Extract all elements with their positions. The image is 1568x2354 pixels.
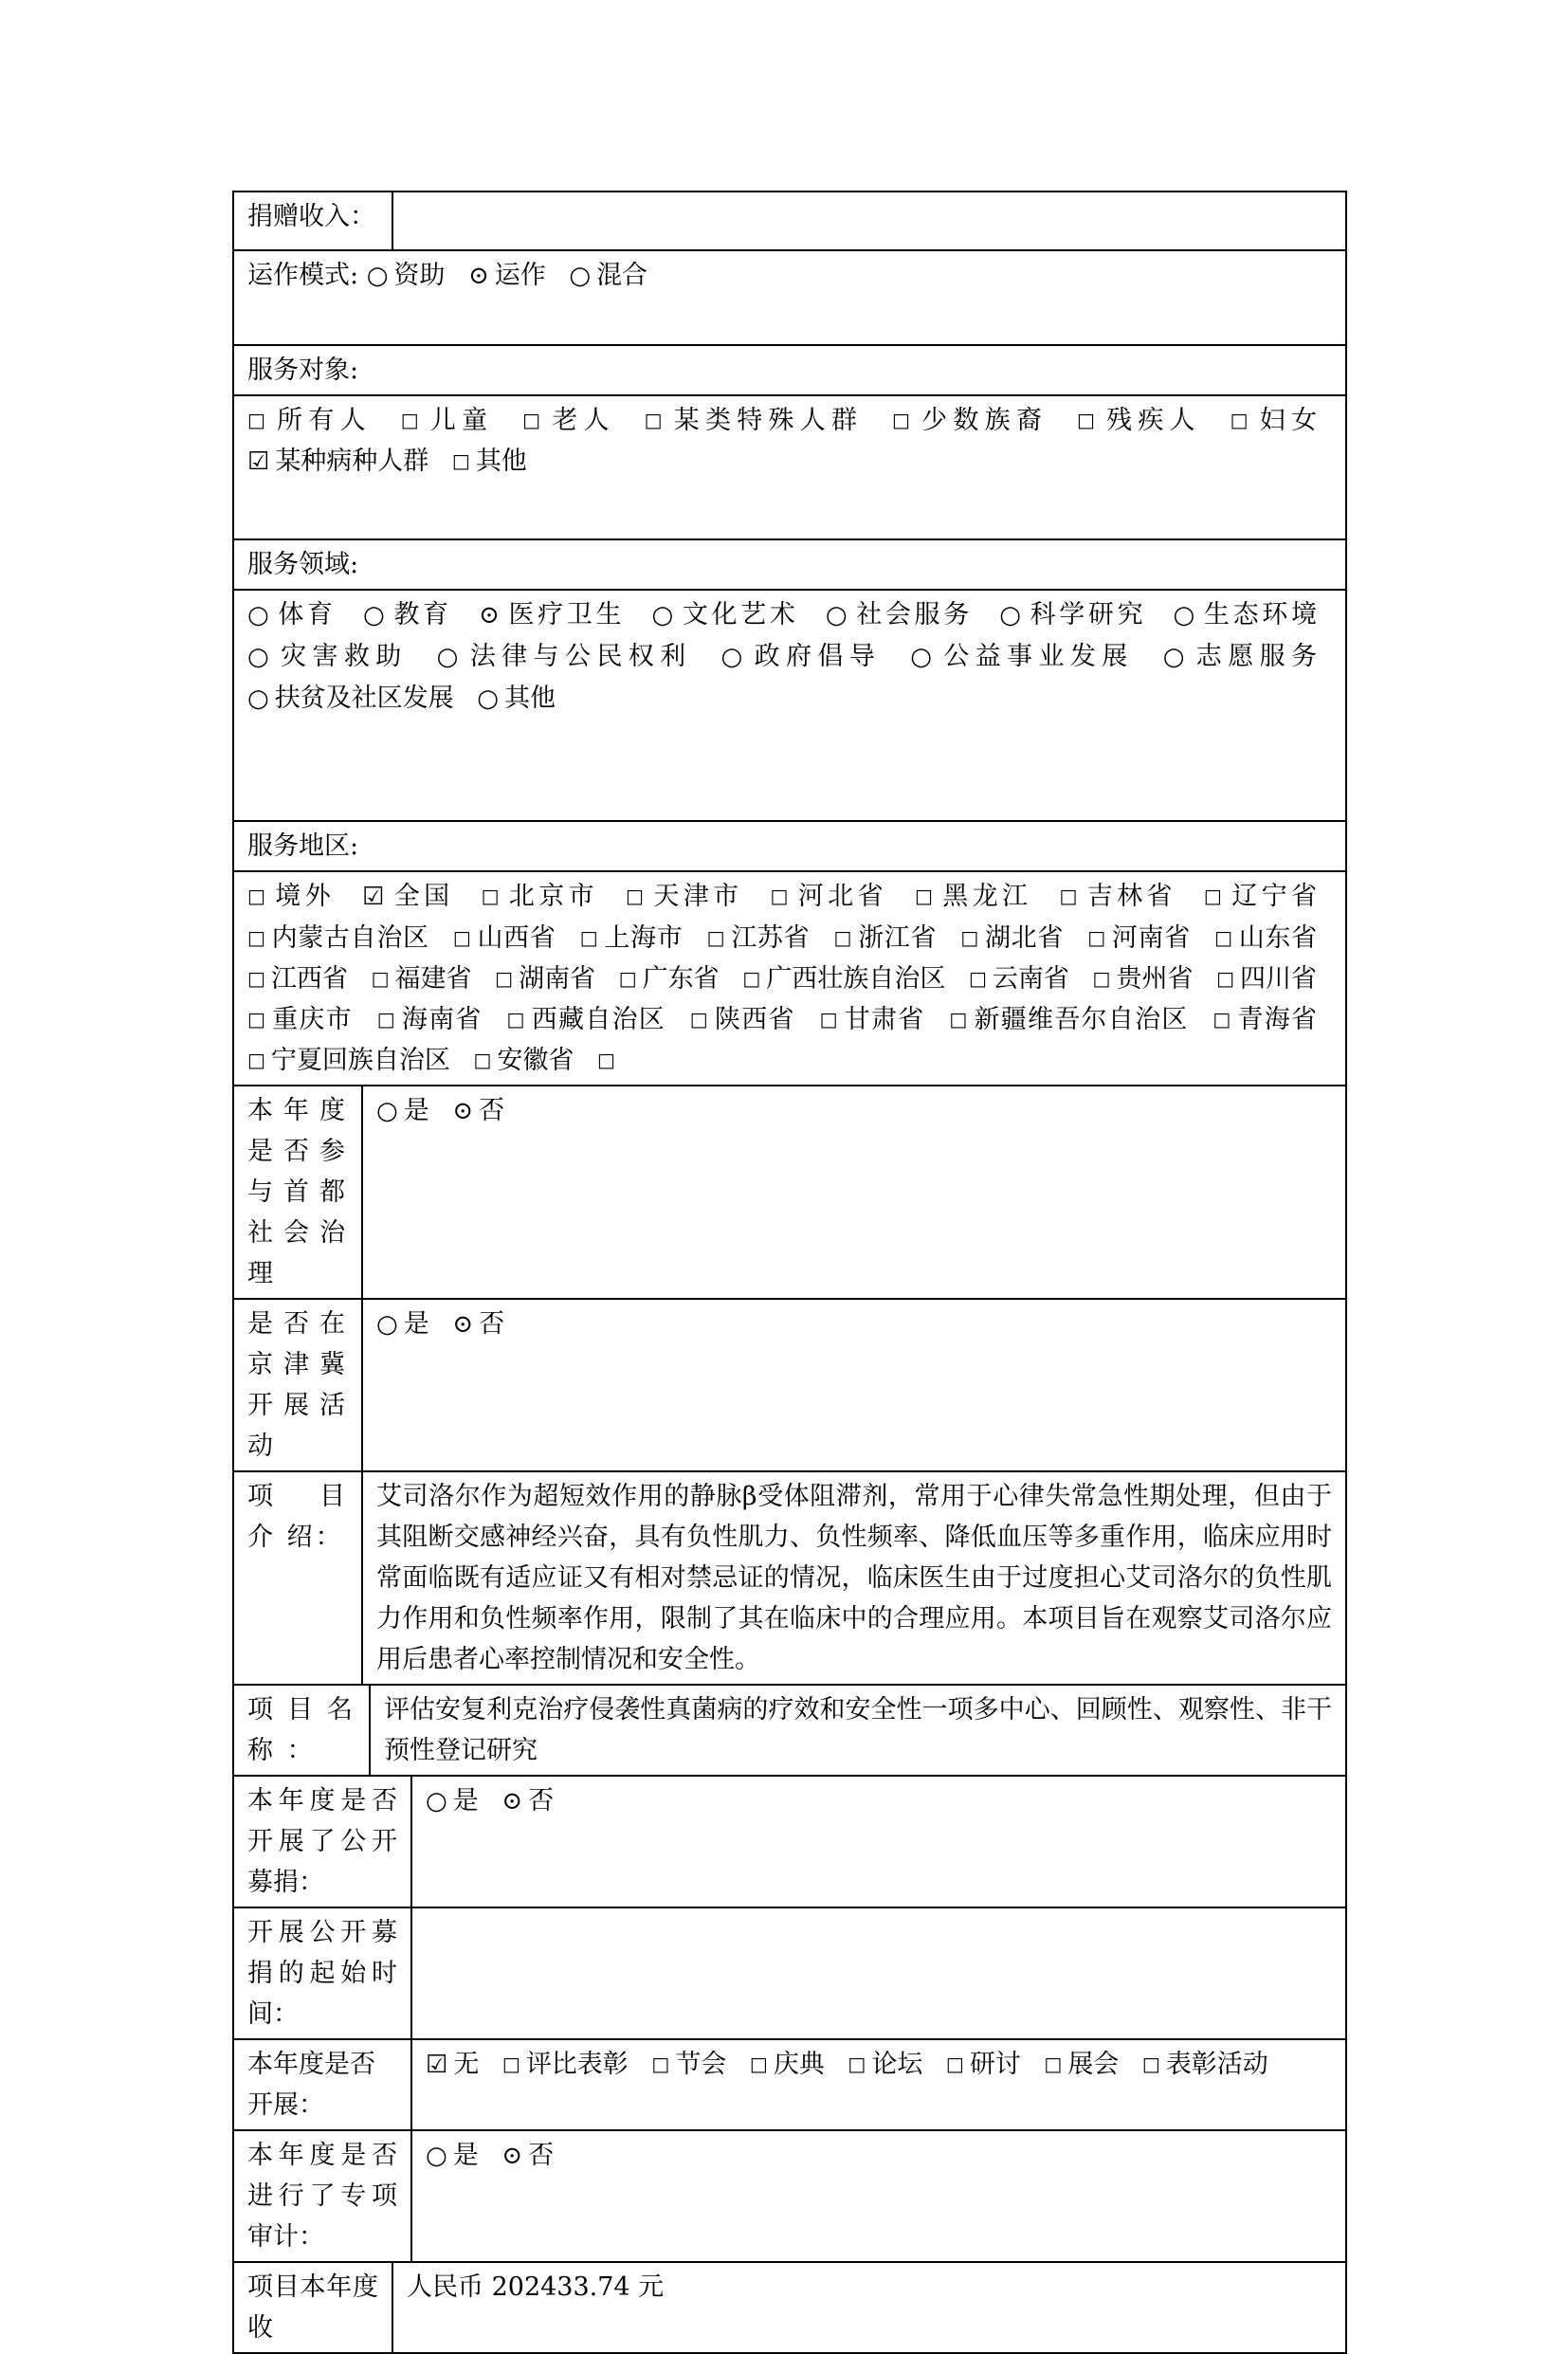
checkbox-unchecked-icon[interactable]: □ — [968, 967, 987, 990]
radio-unselected-icon[interactable]: ○ — [363, 601, 385, 630]
option-item[interactable] — [247, 684, 454, 713]
radio-selected-icon[interactable]: ⊙ — [452, 1310, 474, 1339]
checkbox-unchecked-icon[interactable]: □ — [376, 1008, 395, 1031]
option-item[interactable] — [651, 600, 798, 630]
project-name-label: 项 目 名 称 ： — [233, 1685, 370, 1776]
option-label: 研讨 — [969, 2050, 1021, 2079]
option-label: 某种病种人群 — [275, 447, 429, 476]
checkbox-unchecked-icon[interactable]: □ — [522, 409, 541, 431]
option-item[interactable] — [482, 882, 598, 911]
option-label: 浙江省 — [857, 923, 938, 953]
operation-mode-cell — [233, 250, 1346, 345]
option-item[interactable] — [1212, 1005, 1317, 1034]
option-label: 全国 — [390, 882, 454, 911]
public-fundraising-options — [411, 1776, 1346, 1907]
service-field-label: 服务领域: — [233, 539, 1346, 590]
option-label: 所有人 — [270, 406, 372, 435]
option-item[interactable] — [501, 2141, 554, 2170]
option-label: 湖南省 — [519, 964, 596, 994]
checkbox-unchecked-icon[interactable]: □ — [626, 885, 644, 907]
option-label: 公益事业发展 — [937, 642, 1134, 671]
checkbox-unchecked-icon[interactable]: □ — [1044, 2053, 1063, 2075]
option-label: 内蒙古自治区 — [270, 923, 429, 953]
option-label: 教育 — [390, 600, 452, 630]
option-item[interactable] — [247, 447, 428, 476]
checkbox-unchecked-icon[interactable]: □ — [651, 2053, 670, 2075]
option-item[interactable] — [1059, 882, 1176, 911]
checkbox-unchecked-icon[interactable]: □ — [1203, 885, 1222, 907]
service-field-options — [233, 590, 1346, 821]
checkbox-unchecked-icon[interactable]: □ — [689, 1008, 708, 1031]
row-service-target-options — [233, 395, 1346, 539]
option-label: 扶贫及社区发展 — [274, 684, 454, 713]
option-item[interactable] — [834, 923, 938, 953]
checkbox-unchecked-icon[interactable]: □ — [579, 926, 598, 949]
option-item[interactable] — [651, 2050, 726, 2079]
option-label: 体育 — [274, 600, 337, 630]
option-label: 否 — [528, 1786, 555, 1816]
option-label: 老人 — [546, 406, 615, 435]
option-label: 科学研究 — [1026, 600, 1147, 630]
service-target-label: 服务对象: — [233, 345, 1346, 395]
option-label: 是 — [452, 1786, 479, 1816]
radio-unselected-icon[interactable]: ○ — [247, 684, 269, 713]
radio-unselected-icon[interactable]: ○ — [247, 601, 269, 630]
option-item[interactable] — [1174, 600, 1317, 630]
radio-unselected-icon[interactable]: ○ — [366, 262, 389, 290]
option-label: 山西省 — [476, 923, 556, 953]
radio-unselected-icon[interactable]: ○ — [477, 684, 499, 713]
option-item[interactable] — [376, 1309, 429, 1339]
option-item[interactable] — [626, 882, 742, 911]
option-item[interactable] — [452, 1096, 504, 1125]
checkbox-unchecked-icon[interactable]: □ — [1214, 926, 1233, 949]
option-label: 北京市 — [504, 882, 599, 911]
option-label: 江苏省 — [730, 923, 811, 953]
option-label: 其他 — [503, 684, 556, 713]
row-project-intro — [233, 1471, 1346, 1685]
option-item[interactable] — [848, 2050, 922, 2079]
option-item[interactable] — [502, 2050, 629, 2079]
service-region-label: 服务地区: — [233, 821, 1346, 871]
project-name-value: 评估安复利克治疗侵袭性真菌病的疗效和安全性一项多中心、回顾性、观察性、非干预性登记研究 — [370, 1685, 1346, 1776]
row-annual-income — [233, 2262, 1346, 2353]
option-label: 是 — [403, 1309, 429, 1339]
donation-income-value — [392, 192, 1346, 250]
activities-label: 本年度是否开展： — [233, 2039, 411, 2130]
row-project-name — [233, 1685, 1346, 1776]
option-label: 甘肃省 — [843, 1005, 925, 1034]
option-item[interactable] — [377, 1005, 483, 1034]
row-operation-mode — [233, 250, 1346, 345]
radio-unselected-icon[interactable]: ○ — [1173, 601, 1195, 630]
jingjinji-label: 是否在京津冀开展活动 — [233, 1299, 362, 1471]
option-item[interactable] — [247, 923, 429, 953]
checkbox-unchecked-icon[interactable]: □ — [400, 409, 419, 431]
option-label: 山东省 — [1238, 923, 1318, 953]
operation-mode-options — [367, 261, 647, 290]
checkbox-unchecked-icon[interactable]: □ — [501, 2053, 520, 2075]
checkbox-unchecked-icon[interactable]: □ — [1092, 967, 1111, 990]
option-label: 辽宁省 — [1227, 882, 1317, 911]
capital-governance-label: 本年度是否参与首都社会治理 — [233, 1086, 362, 1299]
row-jingjinji — [233, 1299, 1346, 1471]
option-item[interactable] — [372, 964, 472, 994]
option-label: 志愿服务 — [1190, 642, 1317, 671]
option-item[interactable] — [495, 964, 595, 994]
radio-selected-icon[interactable]: ⊙ — [467, 262, 489, 290]
checkbox-unchecked-icon[interactable]: □ — [247, 1049, 265, 1071]
service-region-options — [233, 871, 1346, 1086]
option-item[interactable] — [569, 261, 647, 290]
fundraising-start-label: 开展公开募捐的起始时间： — [233, 1907, 411, 2039]
option-item[interactable] — [453, 923, 556, 953]
annual-income-label: 项目本年度收 — [233, 2262, 392, 2353]
option-label: 福建省 — [394, 964, 472, 994]
option-label: 上海市 — [603, 923, 684, 953]
option-label: 否 — [479, 1096, 505, 1125]
option-label: 妇女 — [1253, 406, 1318, 435]
option-item[interactable] — [690, 1005, 795, 1034]
option-item[interactable] — [707, 923, 811, 953]
checkbox-unchecked-icon[interactable]: □ — [1212, 1008, 1231, 1031]
option-item[interactable] — [452, 1309, 504, 1339]
option-item[interactable] — [1142, 2050, 1268, 2079]
option-item[interactable] — [619, 964, 720, 994]
option-item[interactable] — [479, 600, 625, 630]
option-item[interactable] — [1077, 406, 1201, 435]
radio-unselected-icon[interactable]: ○ — [825, 601, 848, 630]
radio-unselected-icon[interactable]: ○ — [720, 643, 743, 671]
option-label: 评比表彰 — [525, 2050, 629, 2079]
checkbox-unchecked-icon[interactable]: □ — [247, 409, 265, 431]
donation-income-label: 捐赠收入： — [233, 192, 392, 250]
option-label: 庆典 — [773, 2050, 825, 2079]
option-item[interactable] — [247, 600, 337, 630]
checkbox-unchecked-icon[interactable]: □ — [247, 926, 265, 949]
radio-unselected-icon[interactable]: ○ — [376, 1310, 398, 1339]
option-label: 江西省 — [270, 964, 348, 994]
option-label: 否 — [528, 2141, 555, 2170]
radio-unselected-icon[interactable]: ○ — [376, 1097, 398, 1125]
row-public-fundraising — [233, 1776, 1346, 1907]
option-item[interactable] — [426, 2050, 479, 2079]
radio-unselected-icon[interactable]: ○ — [999, 601, 1021, 630]
option-label: 宁夏回族自治区 — [270, 1046, 450, 1075]
operation-mode-label: 运作模式: — [247, 261, 359, 290]
option-item[interactable] — [820, 1005, 925, 1034]
option-label: 展会 — [1067, 2050, 1120, 2079]
checkbox-unchecked-icon[interactable]: □ — [371, 967, 390, 990]
radio-selected-icon[interactable]: ⊙ — [452, 1097, 474, 1125]
radio-unselected-icon[interactable]: ○ — [910, 643, 932, 671]
option-label: 表彰活动 — [1165, 2050, 1268, 2079]
option-item[interactable] — [949, 1005, 1188, 1034]
radio-selected-icon[interactable]: ⊙ — [479, 601, 500, 630]
checkbox-unchecked-icon[interactable]: □ — [1141, 2053, 1160, 2075]
checkbox-unchecked-icon[interactable]: □ — [1216, 967, 1235, 990]
option-item[interactable] — [363, 600, 452, 630]
option-item[interactable] — [750, 2050, 825, 2079]
option-label: 混合 — [596, 261, 648, 290]
special-audit-label: 本年度是否进行了专项审计： — [233, 2130, 411, 2262]
option-label: 灾害救助 — [274, 642, 408, 671]
option-item[interactable] — [501, 1786, 554, 1816]
option-item[interactable] — [1093, 964, 1194, 994]
option-label: 是 — [452, 2141, 479, 2170]
option-item[interactable] — [645, 406, 864, 435]
checkbox-unchecked-icon[interactable]: □ — [1230, 409, 1249, 431]
option-item[interactable] — [960, 923, 1064, 953]
checkbox-unchecked-icon[interactable]: □ — [1059, 885, 1078, 907]
radio-unselected-icon[interactable]: ○ — [436, 643, 459, 671]
option-item[interactable] — [771, 882, 887, 911]
row-service-field-options — [233, 590, 1346, 821]
report-form-table — [232, 191, 1347, 2354]
option-label: 青海省 — [1236, 1005, 1318, 1034]
option-item[interactable] — [892, 406, 1048, 435]
radio-unselected-icon[interactable]: ○ — [569, 262, 592, 290]
option-label: 社会服务 — [852, 600, 973, 630]
option-label: 医疗卫生 — [504, 600, 626, 630]
row-donation-income — [233, 192, 1346, 250]
row-capital-governance — [233, 1086, 1346, 1299]
option-label: 海南省 — [400, 1005, 483, 1034]
checkbox-checked-icon[interactable]: ☑ — [247, 447, 270, 476]
option-label: 云南省 — [992, 964, 1069, 994]
option-label: 政府倡导 — [748, 642, 882, 671]
row-service-target-label — [233, 345, 1346, 395]
checkbox-unchecked-icon[interactable]: □ — [892, 409, 910, 431]
option-item[interactable] — [969, 964, 1069, 994]
radio-unselected-icon[interactable]: ○ — [651, 601, 674, 630]
checkbox-unchecked-icon[interactable]: □ — [618, 967, 637, 990]
option-item[interactable] — [477, 684, 556, 713]
option-label: 天津市 — [648, 882, 743, 911]
option-label: 文化艺术 — [679, 600, 799, 630]
option-label: 广东省 — [642, 964, 720, 994]
checkbox-unchecked-icon[interactable]: □ — [473, 1049, 492, 1071]
option-label: 无 — [453, 2050, 480, 2079]
checkbox-unchecked-icon[interactable]: □ — [247, 967, 265, 990]
option-item[interactable] — [426, 1786, 479, 1816]
option-item[interactable] — [999, 600, 1146, 630]
checkbox-unchecked-icon[interactable]: □ — [451, 449, 470, 472]
option-item[interactable] — [247, 1005, 353, 1034]
checkbox-unchecked-icon[interactable]: □ — [960, 926, 979, 949]
radio-selected-icon[interactable]: ⊙ — [501, 2142, 523, 2170]
checkbox-checked-icon[interactable]: ☑ — [426, 2051, 448, 2079]
option-item[interactable] — [1216, 964, 1317, 994]
radio-unselected-icon[interactable]: ○ — [426, 2142, 447, 2170]
capital-governance-options — [362, 1086, 1346, 1299]
checkbox-unchecked-icon[interactable]: □ — [833, 926, 852, 949]
public-fundraising-label: 本年度是否开展了公开募捐： — [233, 1776, 411, 1907]
option-label: 是 — [403, 1096, 429, 1125]
option-label: 黑龙江 — [938, 882, 1032, 911]
option-label: 陕西省 — [713, 1005, 795, 1034]
option-label: 运作 — [494, 261, 546, 290]
radio-unselected-icon[interactable]: ○ — [426, 1787, 447, 1816]
option-item[interactable] — [580, 923, 684, 953]
option-item[interactable] — [1231, 406, 1317, 435]
option-label: 法律与公民权利 — [464, 642, 692, 671]
option-item[interactable] — [437, 642, 692, 671]
option-item[interactable] — [915, 882, 1031, 911]
option-item[interactable] — [247, 406, 372, 435]
checkbox-unchecked-icon[interactable]: □ — [506, 1008, 525, 1031]
option-label: 节会 — [675, 2050, 727, 2079]
jingjinji-options — [362, 1299, 1346, 1471]
option-item[interactable] — [910, 642, 1134, 671]
option-label: 吉林省 — [1083, 882, 1176, 911]
checkbox-unchecked-icon[interactable]: □ — [770, 885, 789, 907]
special-audit-options — [411, 2130, 1346, 2262]
option-item[interactable] — [367, 261, 446, 290]
option-item[interactable] — [597, 1046, 621, 1075]
option-label: 河南省 — [1111, 923, 1191, 953]
fundraising-start-value — [411, 1907, 1346, 2039]
option-label: 某类特殊人群 — [667, 406, 864, 435]
option-item[interactable] — [474, 1046, 574, 1075]
checkbox-unchecked-icon[interactable]: □ — [819, 1008, 838, 1031]
option-item[interactable] — [946, 2050, 1021, 2079]
row-service-field-label — [233, 539, 1346, 590]
option-label: 儿童 — [424, 406, 494, 435]
checkbox-unchecked-icon[interactable]: □ — [949, 1008, 968, 1031]
checkbox-unchecked-icon[interactable]: □ — [749, 2053, 768, 2075]
option-label: 少数族裔 — [915, 406, 1048, 435]
option-label: 其他 — [475, 447, 527, 476]
option-item[interactable] — [826, 600, 973, 630]
option-item[interactable] — [1204, 882, 1317, 911]
option-item[interactable] — [522, 406, 615, 435]
activities-options — [411, 2039, 1346, 2130]
project-intro-value: 艾司洛尔作为超短效作用的静脉β受体阻滞剂，常用于心律失常急性期处理，但由于其阻断交感神经兴奋，具有负性肌力、负性频率、降低血压等多重作用，临床应用时常面临既有适应证又有相对禁忌证的情况，临床医生由于过度担心艾司洛尔的负性肌力作用和负性频率作用，限制了其在临床中的合理应用。本项目旨在观察艾司洛尔应用后患者心率控制情况和安全性。 — [362, 1471, 1346, 1685]
checkbox-unchecked-icon[interactable]: □ — [914, 885, 933, 907]
option-item[interactable] — [426, 2141, 479, 2170]
option-item[interactable] — [507, 1005, 665, 1034]
option-label: 四川省 — [1240, 964, 1318, 994]
option-item[interactable] — [376, 1096, 429, 1125]
option-item[interactable] — [1163, 642, 1317, 671]
row-activities — [233, 2039, 1346, 2130]
row-service-region-options — [233, 871, 1346, 1086]
checkbox-unchecked-icon[interactable]: □ — [945, 2053, 964, 2075]
option-item[interactable] — [742, 964, 945, 994]
option-label: 生态环境 — [1200, 600, 1317, 630]
option-item[interactable] — [362, 882, 454, 911]
checkbox-unchecked-icon[interactable]: □ — [706, 926, 725, 949]
checkbox-unchecked-icon[interactable]: □ — [1087, 926, 1106, 949]
option-label: 河北省 — [793, 882, 887, 911]
option-label: 西藏自治区 — [530, 1005, 665, 1034]
checkbox-unchecked-icon[interactable]: □ — [848, 2053, 866, 2075]
radio-selected-icon[interactable]: ⊙ — [501, 1787, 523, 1816]
option-label: 新疆维吾尔自治区 — [973, 1005, 1189, 1034]
option-item[interactable] — [468, 261, 546, 290]
checkbox-unchecked-icon[interactable]: □ — [597, 1049, 615, 1071]
checkbox-unchecked-icon[interactable]: □ — [452, 926, 471, 949]
checkbox-unchecked-icon[interactable]: □ — [481, 885, 500, 907]
option-label: 否 — [479, 1309, 505, 1339]
radio-unselected-icon[interactable]: ○ — [1162, 643, 1185, 671]
option-label: 广西壮族自治区 — [766, 964, 946, 994]
row-special-audit — [233, 2130, 1346, 2262]
option-item[interactable] — [721, 642, 882, 671]
option-item[interactable] — [452, 447, 527, 476]
option-label: 安徽省 — [497, 1046, 574, 1075]
row-fundraising-start — [233, 1907, 1346, 2039]
checkbox-unchecked-icon[interactable]: □ — [644, 409, 663, 431]
option-label: 论坛 — [871, 2050, 923, 2079]
option-label: 境外 — [270, 882, 336, 911]
radio-unselected-icon[interactable]: ○ — [247, 643, 269, 671]
option-item[interactable] — [247, 1046, 450, 1075]
row-service-region-label — [233, 821, 1346, 871]
project-intro-label: 项 目 介 绍： — [233, 1471, 362, 1685]
option-item[interactable] — [247, 964, 348, 994]
annual-income-value: 人民币 202433.74 元 — [392, 2262, 1346, 2353]
checkbox-checked-icon[interactable]: ☑ — [362, 883, 385, 911]
checkbox-unchecked-icon[interactable]: □ — [247, 885, 265, 907]
checkbox-unchecked-icon[interactable]: □ — [742, 967, 761, 990]
checkbox-unchecked-icon[interactable]: □ — [247, 1008, 265, 1031]
option-label: 重庆市 — [270, 1005, 353, 1034]
option-label: 残疾人 — [1100, 406, 1201, 435]
option-label: 湖北省 — [984, 923, 1064, 953]
option-item[interactable] — [247, 882, 335, 911]
checkbox-unchecked-icon[interactable]: □ — [1076, 409, 1095, 431]
option-item[interactable] — [401, 406, 494, 435]
option-item[interactable] — [247, 642, 408, 671]
option-item[interactable] — [1044, 2050, 1119, 2079]
option-label: 贵州省 — [1116, 964, 1194, 994]
option-item[interactable] — [1087, 923, 1191, 953]
option-item[interactable] — [1214, 923, 1317, 953]
checkbox-unchecked-icon[interactable]: □ — [495, 967, 514, 990]
service-target-options — [233, 395, 1346, 539]
option-label: 资助 — [393, 261, 446, 290]
